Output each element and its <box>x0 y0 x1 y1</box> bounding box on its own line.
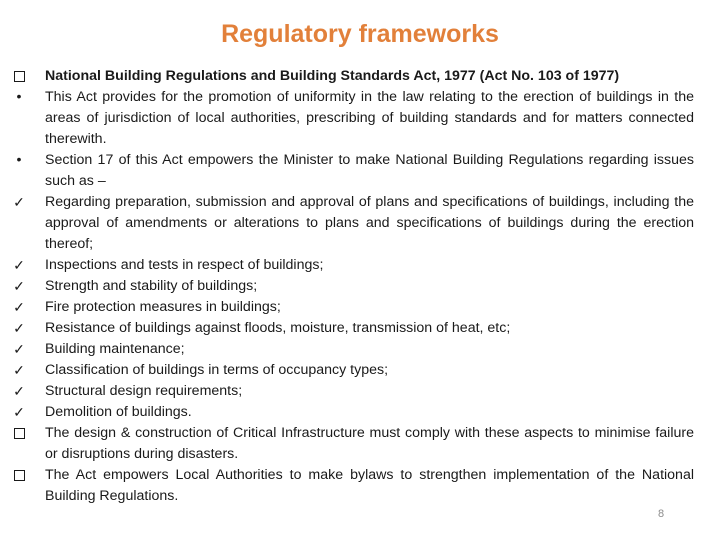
page-number: 8 <box>657 508 665 520</box>
checkmark-bullet-icon: ✓ <box>13 362 25 378</box>
dot-bullet-icon: • <box>16 89 22 105</box>
list-item <box>8 276 694 297</box>
list-item-text: National Building Regulations and Building Standards Act, 1977 (Act No. 103 of 1977) <box>45 68 620 84</box>
list-item-text: The Act empowers Local Authorities to make bylaws to strengthen implementation of the National Building Regulations. <box>45 467 694 504</box>
list-item <box>8 150 694 192</box>
list-item <box>8 339 694 360</box>
list-item <box>8 360 694 381</box>
square-bullet-icon <box>9 465 29 488</box>
list-item <box>8 465 694 507</box>
list-item-text: The design & construction of Critical Infrastructure must comply with these aspects to minimise failure or disruptions during disasters. <box>45 425 694 462</box>
list-item-text: Fire protection measures in buildings; <box>45 299 281 315</box>
list-item <box>8 297 694 318</box>
list-item <box>8 255 694 276</box>
list-item-text: Section 17 of this Act empowers the Minister to make National Building Regulations regarding issues such as – <box>45 152 694 189</box>
checkmark-bullet-icon: ✓ <box>13 320 25 336</box>
list-item-text: Strength and stability of buildings; <box>45 278 258 294</box>
list-item <box>8 318 694 339</box>
list-item <box>8 192 694 255</box>
checkmark-bullet-icon: ✓ <box>13 257 25 273</box>
checkmark-bullet-icon: ✓ <box>13 194 25 210</box>
list-item <box>8 423 694 465</box>
list-item-text: Building maintenance; <box>45 341 185 357</box>
list-item-text: Resistance of buildings against floods, moisture, transmission of heat, etc; <box>45 320 511 336</box>
list-item <box>8 402 694 423</box>
list-item <box>8 87 694 150</box>
dot-bullet-icon: • <box>16 152 22 168</box>
list-item <box>8 381 694 402</box>
checkmark-bullet-icon: ✓ <box>13 341 25 357</box>
checkmark-bullet-icon: ✓ <box>13 383 25 399</box>
list-item-text: This Act provides for the promotion of uniformity in the law relating to the erection of buildings in the areas of jurisdiction of local authorities, prescribing of building standards and for matters connected therewith. <box>45 89 694 147</box>
checkmark-bullet-icon: ✓ <box>13 404 25 420</box>
list-item <box>8 66 694 87</box>
list-item-text: Classification of buildings in terms of occupancy types; <box>45 362 389 378</box>
checkmark-bullet-icon: ✓ <box>13 278 25 294</box>
list-item-text: Demolition of buildings. <box>45 404 192 420</box>
slide-title: Regulatory frameworks <box>221 20 499 48</box>
list-item-text: Inspections and tests in respect of buildings; <box>45 257 324 273</box>
square-bullet-icon <box>9 66 29 89</box>
slide-body <box>8 66 694 507</box>
checkmark-bullet-icon: ✓ <box>13 299 25 315</box>
list-item-text: Regarding preparation, submission and approval of plans and specifications of buildings, including the approval of amendments or alterations to plans and specifications of buildings during the erection thereof; <box>45 194 694 252</box>
square-bullet-icon <box>9 423 29 446</box>
list-item-text: Structural design requirements; <box>45 383 243 399</box>
